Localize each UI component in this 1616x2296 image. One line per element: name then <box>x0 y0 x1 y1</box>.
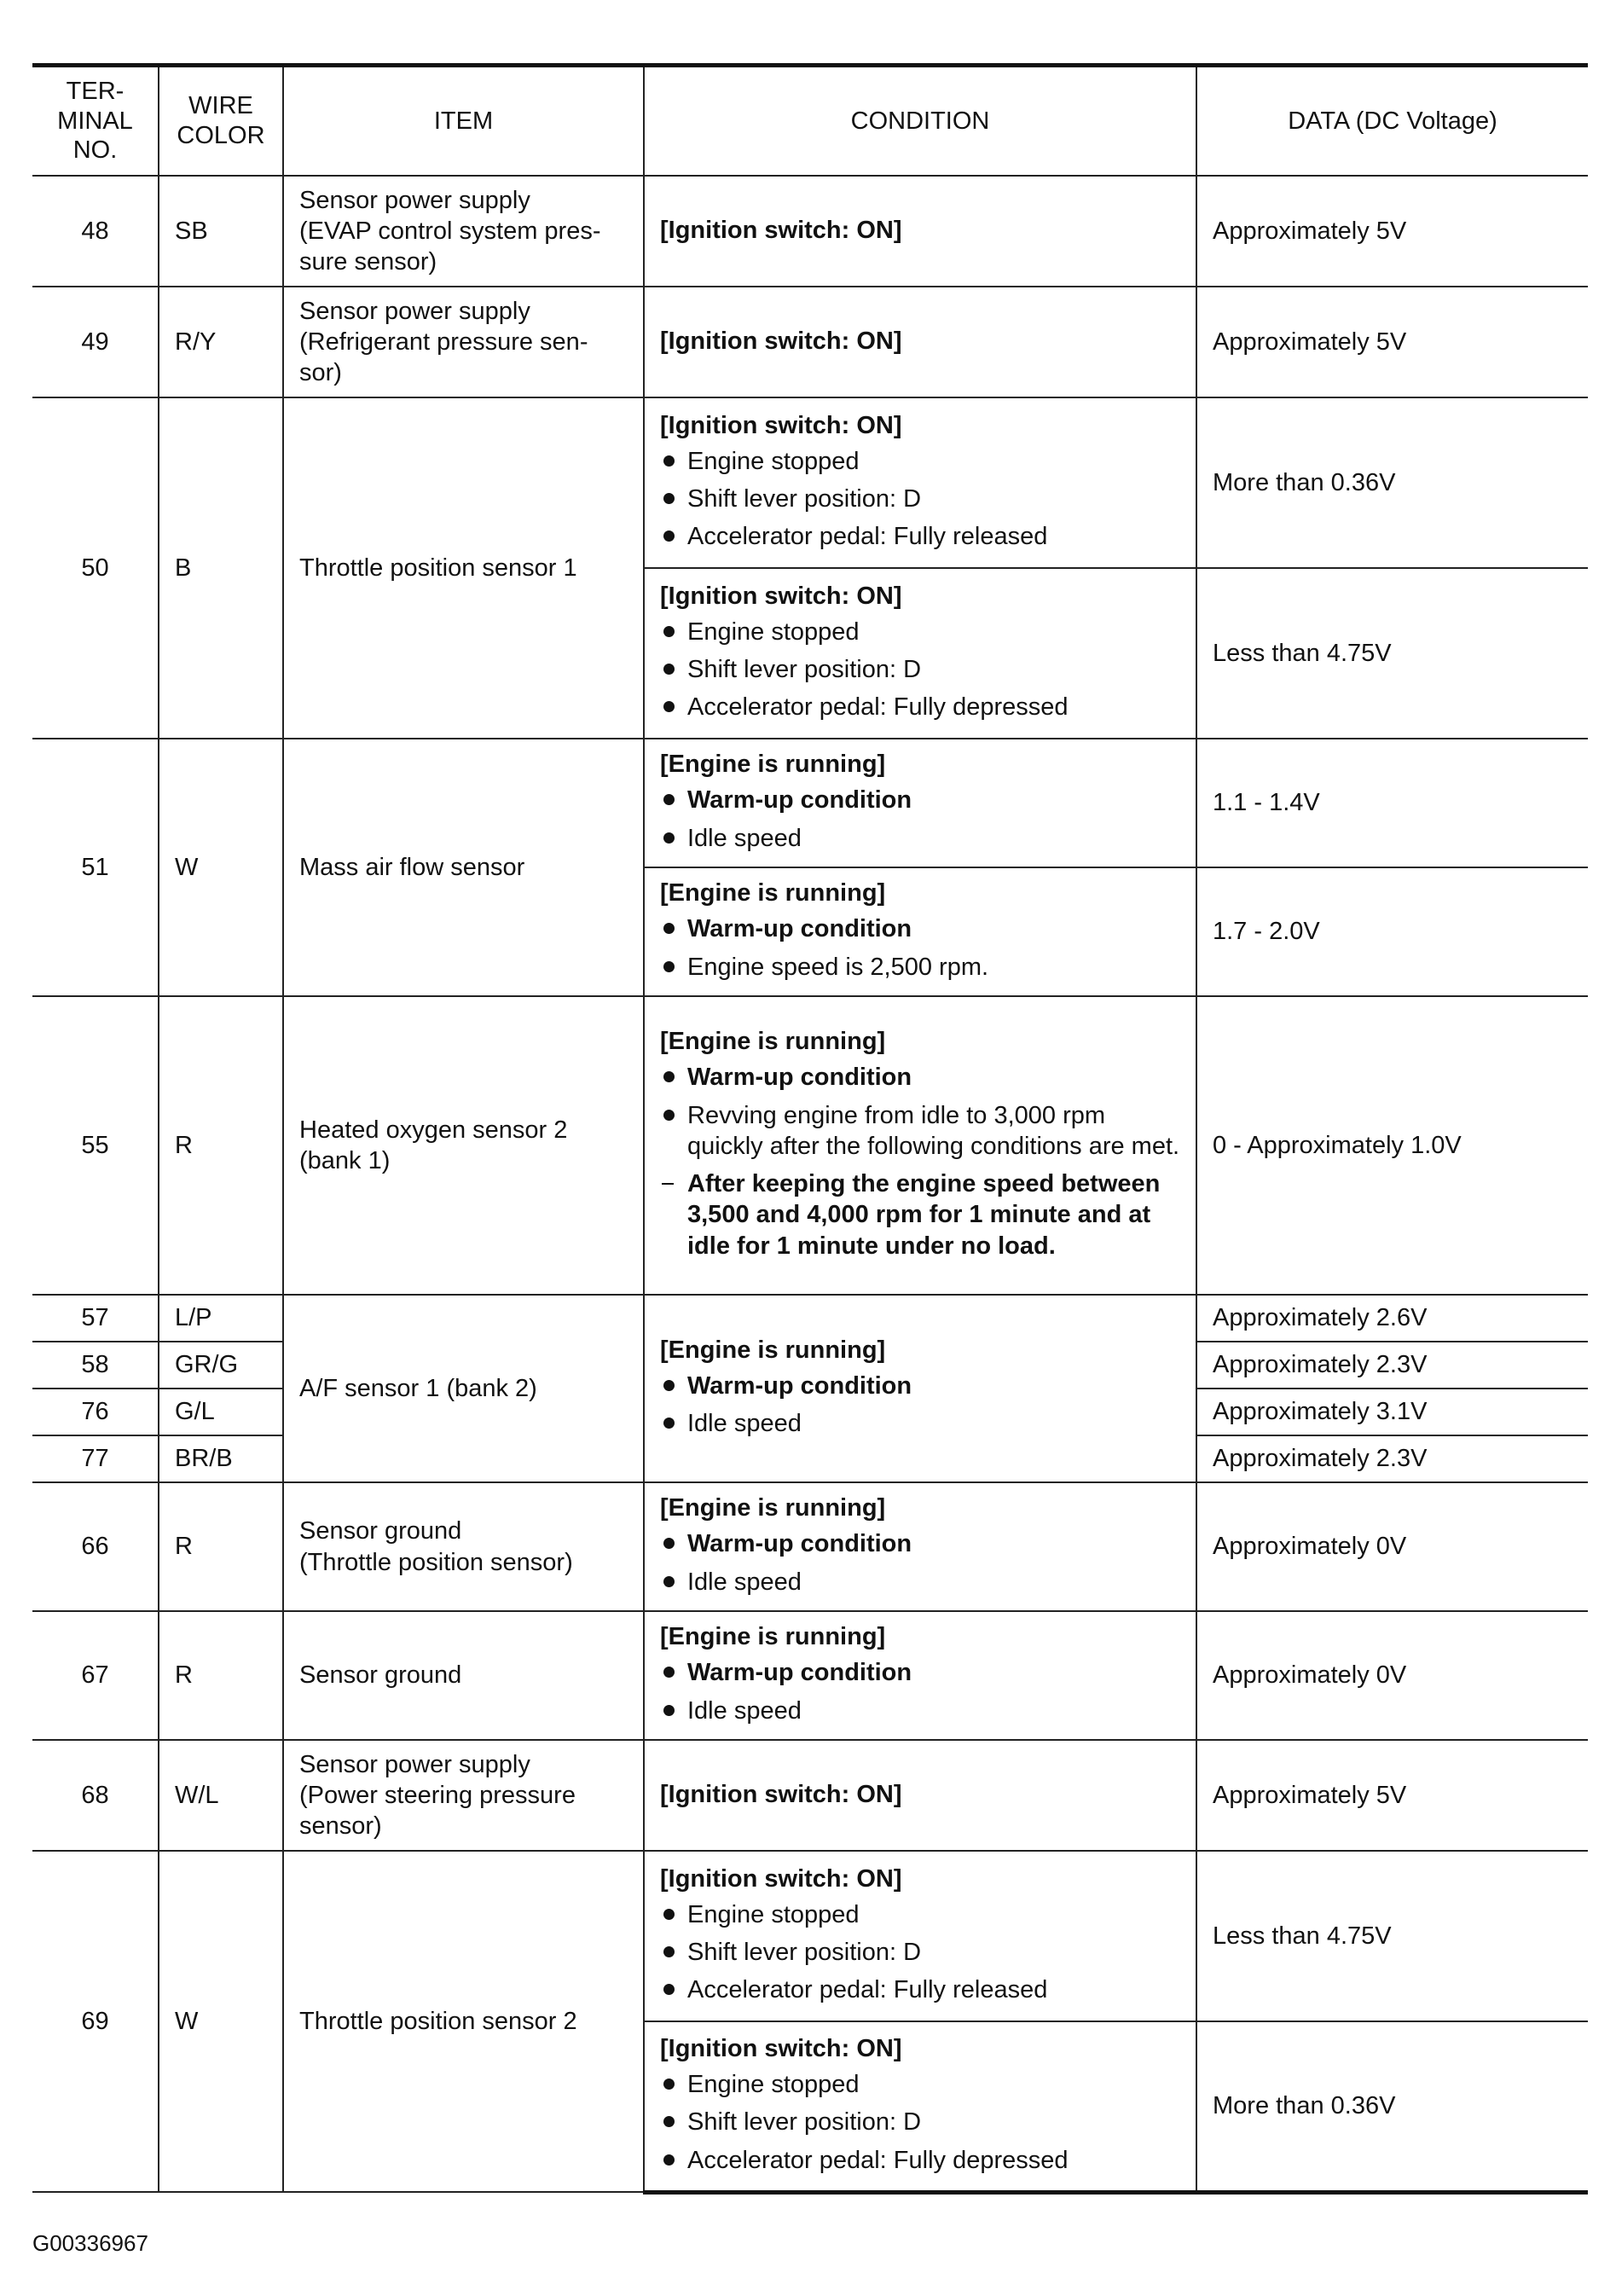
condition-heading: [Engine is running] <box>660 879 886 907</box>
condition-cell <box>644 867 1196 996</box>
condition-item: Engine stopped <box>660 446 1180 477</box>
item-cell: Sensor power supply (Refrigerant pressure sen- sor) <box>283 287 644 397</box>
condition-item: Warm-up condition <box>660 785 1180 815</box>
data-value: 1.7 - 2.0V <box>1196 867 1588 996</box>
table-row <box>32 1740 1588 1851</box>
terminal-data-table <box>32 63 1588 2195</box>
condition-cell <box>644 739 1196 867</box>
condition-item: Shift lever position: D <box>660 484 1180 514</box>
condition-item: Accelerator pedal: Fully released <box>660 521 1180 552</box>
table-row <box>32 1295 1588 1342</box>
condition-heading: [Engine is running] <box>660 1623 886 1651</box>
header-data: DATA (DC Voltage) <box>1196 66 1588 177</box>
wire-color: R <box>159 996 283 1295</box>
condition-item: Idle speed <box>660 823 1180 854</box>
terminal-no: 67 <box>32 1611 159 1740</box>
condition-item: Warm-up condition <box>660 1062 1180 1093</box>
condition-list <box>660 1657 1180 1726</box>
terminal-no: 57 <box>32 1295 159 1342</box>
terminal-no: 48 <box>32 176 159 287</box>
condition-item: Shift lever position: D <box>660 1937 1180 1968</box>
data-value: Less than 4.75V <box>1196 1851 1588 2021</box>
item-cell: Throttle position sensor 1 <box>283 397 644 739</box>
wire-color: SB <box>159 176 283 287</box>
data-value: Approximately 5V <box>1196 1740 1588 1851</box>
condition-cell <box>644 1611 1196 1740</box>
table-body <box>32 176 1588 2192</box>
terminal-no: 66 <box>32 1482 159 1611</box>
wire-color: R <box>159 1611 283 1740</box>
condition-item: Engine stopped <box>660 2069 1180 2100</box>
image-code: G00336967 <box>32 2230 148 2256</box>
terminal-no: 51 <box>32 739 159 996</box>
header-row <box>32 66 1588 177</box>
condition-item: Idle speed <box>660 1696 1180 1726</box>
data-value: Approximately 0V <box>1196 1482 1588 1611</box>
condition-list <box>660 1371 1180 1440</box>
condition-heading: [Engine is running] <box>660 1028 886 1056</box>
data-value: 0 - Approximately 1.0V <box>1196 996 1588 1295</box>
data-value: Approximately 0V <box>1196 1611 1588 1740</box>
item-cell: A/F sensor 1 (bank 2) <box>283 1295 644 1482</box>
terminal-no: 50 <box>32 397 159 739</box>
wire-color: BR/B <box>159 1435 283 1482</box>
condition-heading: [Engine is running] <box>660 1494 886 1522</box>
data-value: Approximately 3.1V <box>1196 1389 1588 1435</box>
condition-heading: [Engine is running] <box>660 751 886 779</box>
condition-list <box>660 785 1180 854</box>
terminal-no: 77 <box>32 1435 159 1482</box>
condition-item: Warm-up condition <box>660 913 1180 944</box>
condition-item: Warm-up condition <box>660 1371 1180 1401</box>
condition-list <box>660 2069 1180 2176</box>
condition-item: Idle speed <box>660 1408 1180 1439</box>
data-value: More than 0.36V <box>1196 2021 1588 2192</box>
data-value: Approximately 2.3V <box>1196 1435 1588 1482</box>
condition-item: Engine stopped <box>660 1899 1180 1930</box>
data-value: Approximately 5V <box>1196 287 1588 397</box>
item-cell: Sensor power supply (Power steering pressure sensor) <box>283 1740 644 1851</box>
condition-cell <box>644 397 1196 568</box>
condition-cell <box>644 1740 1196 1851</box>
condition-cell <box>644 1482 1196 1611</box>
condition-heading: [Ignition switch: ON] <box>660 327 902 355</box>
wire-color: G/L <box>159 1389 283 1435</box>
header-terminal-no: TER- MINAL NO. <box>32 66 159 177</box>
wire-color: R/Y <box>159 287 283 397</box>
terminal-no: 68 <box>32 1740 159 1851</box>
condition-heading: [Ignition switch: ON] <box>660 1864 902 1893</box>
condition-heading: [Ignition switch: ON] <box>660 411 902 439</box>
condition-item: Accelerator pedal: Fully depressed <box>660 692 1180 722</box>
condition-item: Idle speed <box>660 1567 1180 1597</box>
condition-list <box>660 1062 1180 1261</box>
condition-heading: [Ignition switch: ON] <box>660 582 902 610</box>
terminal-no: 58 <box>32 1342 159 1389</box>
wire-color: W <box>159 739 283 996</box>
condition-heading: [Engine is running] <box>660 1336 886 1364</box>
condition-list <box>660 1528 1180 1597</box>
table-row <box>32 996 1588 1295</box>
table-row <box>32 176 1588 287</box>
condition-cell <box>644 568 1196 739</box>
terminal-no: 76 <box>32 1389 159 1435</box>
condition-cell <box>644 287 1196 397</box>
data-value: Approximately 5V <box>1196 176 1588 287</box>
condition-item: Revving engine from idle to 3,000 rpm quickly after the following conditions are met. <box>660 1100 1180 1162</box>
condition-item: Warm-up condition <box>660 1657 1180 1688</box>
table-row <box>32 1851 1588 2021</box>
condition-subitem: After keeping the engine speed between 3,500 and 4,000 rpm for 1 minute and at idle for 1 minute under no load. <box>660 1168 1180 1261</box>
condition-item: Accelerator pedal: Fully depressed <box>660 2145 1180 2176</box>
wire-color: R <box>159 1482 283 1611</box>
table-row <box>32 397 1588 568</box>
condition-heading: [Ignition switch: ON] <box>660 1780 902 1808</box>
header-wire-color: WIRE COLOR <box>159 66 283 177</box>
condition-cell <box>644 176 1196 287</box>
wire-color: B <box>159 397 283 739</box>
wire-color: W <box>159 1851 283 2192</box>
terminal-no: 49 <box>32 287 159 397</box>
condition-item: Warm-up condition <box>660 1528 1180 1559</box>
data-value: Less than 4.75V <box>1196 568 1588 739</box>
condition-list <box>660 913 1180 983</box>
table-row <box>32 1482 1588 1611</box>
wire-color: W/L <box>159 1740 283 1851</box>
item-cell: Sensor power supply (EVAP control system pres- sure sensor) <box>283 176 644 287</box>
item-cell: Throttle position sensor 2 <box>283 1851 644 2192</box>
item-cell: Sensor ground (Throttle position sensor) <box>283 1482 644 1611</box>
condition-item: Shift lever position: D <box>660 2107 1180 2137</box>
table-row <box>32 739 1588 867</box>
data-value: 1.1 - 1.4V <box>1196 739 1588 867</box>
data-value: Approximately 2.3V <box>1196 1342 1588 1389</box>
header-condition: CONDITION <box>644 66 1196 177</box>
header-item: ITEM <box>283 66 644 177</box>
condition-item: Shift lever position: D <box>660 654 1180 685</box>
condition-cell <box>644 996 1196 1295</box>
wire-color: GR/G <box>159 1342 283 1389</box>
condition-item: Accelerator pedal: Fully released <box>660 1974 1180 2005</box>
wire-color: L/P <box>159 1295 283 1342</box>
terminal-no: 69 <box>32 1851 159 2192</box>
condition-cell <box>644 2021 1196 2192</box>
condition-item: Engine speed is 2,500 rpm. <box>660 952 1180 983</box>
condition-heading: [Ignition switch: ON] <box>660 216 902 244</box>
table-row <box>32 287 1588 397</box>
table-row <box>32 1611 1588 1740</box>
item-cell: Mass air flow sensor <box>283 739 644 996</box>
condition-cell <box>644 1295 1196 1482</box>
condition-list <box>660 446 1180 553</box>
item-cell: Heated oxygen sensor 2 (bank 1) <box>283 996 644 1295</box>
data-value: Approximately 2.6V <box>1196 1295 1588 1342</box>
item-cell: Sensor ground <box>283 1611 644 1740</box>
terminal-no: 55 <box>32 996 159 1295</box>
condition-heading: [Ignition switch: ON] <box>660 2034 902 2062</box>
condition-list <box>660 1899 1180 2006</box>
data-value: More than 0.36V <box>1196 397 1588 568</box>
condition-item: Engine stopped <box>660 617 1180 647</box>
condition-cell <box>644 1851 1196 2021</box>
condition-list <box>660 617 1180 723</box>
